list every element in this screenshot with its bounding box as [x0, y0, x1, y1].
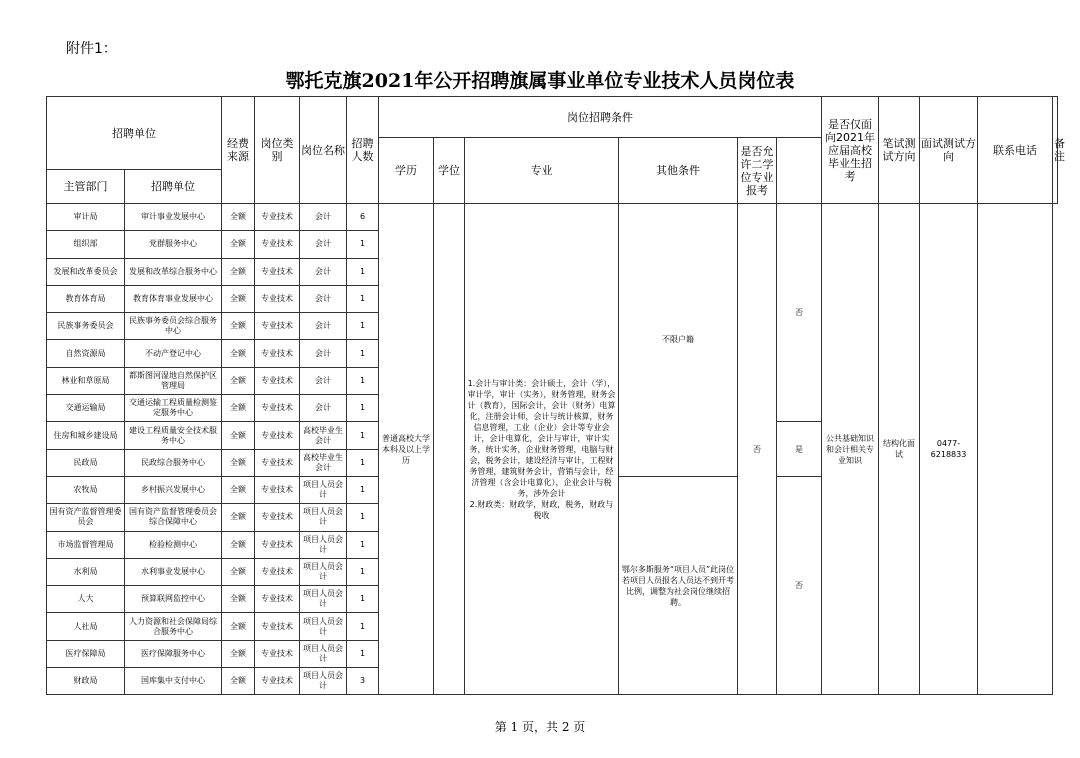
- post-name-cell: 会计: [300, 367, 347, 394]
- phone-cell: 0477-6218833: [920, 204, 978, 695]
- count-cell: 1: [347, 340, 379, 367]
- funding-cell: 全额: [222, 586, 255, 613]
- post-name-cell: 高校毕业生会计: [300, 422, 347, 449]
- unit-cell: 发展和改革综合服务中心: [125, 258, 222, 285]
- dept-cell: 住房和城乡建设局: [47, 422, 125, 449]
- post-name-cell: 项目人员会计: [300, 558, 347, 585]
- fresh-grad-bottom: 否: [777, 476, 822, 694]
- remarks-cell: [978, 204, 1053, 695]
- attachment-label: 附件1：: [66, 41, 117, 57]
- degree-cell: [434, 204, 465, 695]
- fresh-grad-top: 否: [777, 204, 822, 422]
- funding-cell: 全额: [222, 422, 255, 449]
- dept-cell: 医疗保障局: [47, 640, 125, 667]
- count-cell: 1: [347, 367, 379, 394]
- post-name-cell: 项目人员会计: [300, 668, 347, 695]
- table-row: [47, 204, 1058, 231]
- dept-cell: 水利局: [47, 558, 125, 585]
- count-cell: 1: [347, 586, 379, 613]
- education-cell: 普通高校大学本科及以上学历: [379, 204, 434, 695]
- unit-cell: 党群服务中心: [125, 231, 222, 258]
- second-degree-cell: 否: [738, 204, 777, 695]
- post-type-cell: 专业技术: [255, 367, 300, 394]
- page-footer: 第 1 页，共 2 页: [494, 720, 586, 734]
- post-type-cell: 专业技术: [255, 340, 300, 367]
- header-funding: 经费来源: [222, 97, 255, 204]
- unit-cell: 预算联网监控中心: [125, 586, 222, 613]
- count-cell: 1: [347, 449, 379, 476]
- count-cell: 3: [347, 668, 379, 695]
- funding-cell: 全额: [222, 449, 255, 476]
- dept-cell: 农牧局: [47, 476, 125, 503]
- post-type-cell: 专业技术: [255, 531, 300, 558]
- post-name-cell: 会计: [300, 340, 347, 367]
- unit-cell: 医疗保障服务中心: [125, 640, 222, 667]
- position-table: [46, 96, 1065, 695]
- header-second-degree: 是否允许二学位专业报考: [738, 138, 777, 204]
- header-post-type: 岗位类别: [255, 97, 300, 204]
- count-cell: 6: [347, 204, 379, 231]
- unit-cell: 水利事业发展中心: [125, 558, 222, 585]
- page-title: 鄂托克旗2021年公开招聘旗属事业单位专业技术人员岗位表: [285, 70, 795, 92]
- dept-cell: 自然资源局: [47, 340, 125, 367]
- funding-cell: 全额: [222, 613, 255, 640]
- post-name-cell: 项目人员会计: [300, 613, 347, 640]
- count-cell: 1: [347, 258, 379, 285]
- count-cell: 1: [347, 504, 379, 531]
- count-cell: 1: [347, 613, 379, 640]
- funding-cell: 全额: [222, 640, 255, 667]
- post-name-cell: 会计: [300, 204, 347, 231]
- header-unit: 招聘单位: [125, 170, 222, 204]
- funding-cell: 全额: [222, 340, 255, 367]
- count-cell: 1: [347, 231, 379, 258]
- post-name-cell: 会计: [300, 313, 347, 340]
- unit-cell: 检验检测中心: [125, 531, 222, 558]
- funding-cell: 全额: [222, 231, 255, 258]
- post-name-cell: 会计: [300, 395, 347, 422]
- dept-cell: 国有资产监督管理委员会: [47, 504, 125, 531]
- post-type-cell: 专业技术: [255, 558, 300, 585]
- major-cell: 1.会计与审计类：会计硕士，会计（学），审计学，审计（实务），财务管理，财务会计（教育），国际会计，会计（财务）电算化，注册会计师，会计与统计核算，财务信息管理，工业（企业）会计等专业会计，会计电算化，会计与审计，审计实务，统计实务，企业财务管理，电脑与财会，税务会计，建设经济与审计，工程财务管理，建筑财务会计，营销与会计，经济管理（含会计电算化），企业会计与税务，涉外会计 2.财政类：财政学，财政，税务，财政与税收: [465, 204, 619, 695]
- unit-cell: 乡村振兴发展中心: [125, 476, 222, 503]
- dept-cell: 民族事务委员会: [47, 313, 125, 340]
- dept-cell: 教育体育局: [47, 285, 125, 312]
- count-cell: 1: [347, 640, 379, 667]
- header-other: 其他条件: [619, 138, 738, 204]
- dept-cell: 林业和草原局: [47, 367, 125, 394]
- funding-cell: 全额: [222, 258, 255, 285]
- post-type-cell: 专业技术: [255, 586, 300, 613]
- unit-cell: 教育体育事业发展中心: [125, 285, 222, 312]
- count-cell: 1: [347, 313, 379, 340]
- funding-cell: 全额: [222, 285, 255, 312]
- post-type-cell: 专业技术: [255, 313, 300, 340]
- unit-cell: 民族事务委员会综合服务中心: [125, 313, 222, 340]
- count-cell: 1: [347, 422, 379, 449]
- post-name-cell: 项目人员会计: [300, 586, 347, 613]
- header-unit-group: 招聘单位: [47, 97, 222, 170]
- header-interview: 面试测试方向: [920, 97, 978, 204]
- unit-cell: 民政综合服务中心: [125, 449, 222, 476]
- post-name-cell: 会计: [300, 285, 347, 312]
- funding-cell: 全额: [222, 204, 255, 231]
- post-name-cell: 会计: [300, 258, 347, 285]
- dept-cell: 发展和改革委员会: [47, 258, 125, 285]
- funding-cell: 全额: [222, 531, 255, 558]
- other-conditions-bottom: 鄂尔多斯服务“项目人员”此岗位若项目人员报名人员达不到开考比例，调整为社会岗位继续招聘。: [619, 476, 738, 694]
- post-type-cell: 专业技术: [255, 422, 300, 449]
- header-written: 笔试测试方向: [879, 97, 920, 204]
- post-name-cell: 高校毕业生会计: [300, 449, 347, 476]
- unit-cell: 不动产登记中心: [125, 340, 222, 367]
- funding-cell: 全额: [222, 476, 255, 503]
- unit-cell: 人力资源和社会保障局综合服务中心: [125, 613, 222, 640]
- post-type-cell: 专业技术: [255, 258, 300, 285]
- interview-cell: 结构化面试: [879, 204, 920, 695]
- count-cell: 1: [347, 558, 379, 585]
- header-major: 专业: [465, 138, 619, 204]
- post-type-cell: 专业技术: [255, 668, 300, 695]
- funding-cell: 全额: [222, 395, 255, 422]
- post-name-cell: 项目人员会计: [300, 476, 347, 503]
- header-education: 学历: [379, 138, 434, 204]
- post-type-cell: 专业技术: [255, 395, 300, 422]
- header-degree: 学位: [434, 138, 465, 204]
- dept-cell: 市场监督管理局: [47, 531, 125, 558]
- header-phone: 联系电话: [978, 97, 1053, 204]
- count-cell: 1: [347, 476, 379, 503]
- other-conditions-top: 不限户籍: [619, 204, 738, 477]
- funding-cell: 全额: [222, 313, 255, 340]
- dept-cell: 财政局: [47, 668, 125, 695]
- header-remarks: 备注: [1053, 97, 1058, 204]
- post-type-cell: 专业技术: [255, 640, 300, 667]
- count-cell: 1: [347, 285, 379, 312]
- unit-cell: 国有资产监督管理委员会综合保障中心: [125, 504, 222, 531]
- post-type-cell: 专业技术: [255, 504, 300, 531]
- post-type-cell: 专业技术: [255, 449, 300, 476]
- header-post-name: 岗位名称: [300, 97, 347, 204]
- count-cell: 1: [347, 395, 379, 422]
- funding-cell: 全额: [222, 504, 255, 531]
- header-conditions: 岗位招聘条件: [379, 97, 822, 138]
- dept-cell: 人社局: [47, 613, 125, 640]
- post-type-cell: 专业技术: [255, 476, 300, 503]
- unit-cell: 都斯图河湿地自然保护区管理局: [125, 367, 222, 394]
- unit-cell: 交通运输工程质量检测鉴定服务中心: [125, 395, 222, 422]
- post-name-cell: 项目人员会计: [300, 504, 347, 531]
- unit-cell: 国库集中支付中心: [125, 668, 222, 695]
- post-type-cell: 专业技术: [255, 613, 300, 640]
- dept-cell: 民政局: [47, 449, 125, 476]
- header-supervisor: 主管部门: [47, 170, 125, 204]
- dept-cell: 交通运输局: [47, 395, 125, 422]
- dept-cell: 人大: [47, 586, 125, 613]
- post-type-cell: 专业技术: [255, 231, 300, 258]
- post-name-cell: 项目人员会计: [300, 640, 347, 667]
- post-type-cell: 专业技术: [255, 285, 300, 312]
- dept-cell: 审计局: [47, 204, 125, 231]
- header-count: 招聘人数: [347, 97, 379, 204]
- funding-cell: 全额: [222, 558, 255, 585]
- header-fresh-grad: 是否仅面向2021年应届高校毕业生招考: [822, 97, 879, 204]
- written-cell: 公共基础知识和会计相关专业知识: [822, 204, 879, 695]
- unit-cell: 建设工程质量安全技术服务中心: [125, 422, 222, 449]
- post-type-cell: 专业技术: [255, 204, 300, 231]
- post-name-cell: 项目人员会计: [300, 531, 347, 558]
- post-name-cell: 会计: [300, 231, 347, 258]
- unit-cell: 审计事业发展中心: [125, 204, 222, 231]
- count-cell: 1: [347, 531, 379, 558]
- funding-cell: 全额: [222, 367, 255, 394]
- funding-cell: 全额: [222, 668, 255, 695]
- fresh-grad-mid: 是: [777, 422, 822, 477]
- dept-cell: 组织部: [47, 231, 125, 258]
